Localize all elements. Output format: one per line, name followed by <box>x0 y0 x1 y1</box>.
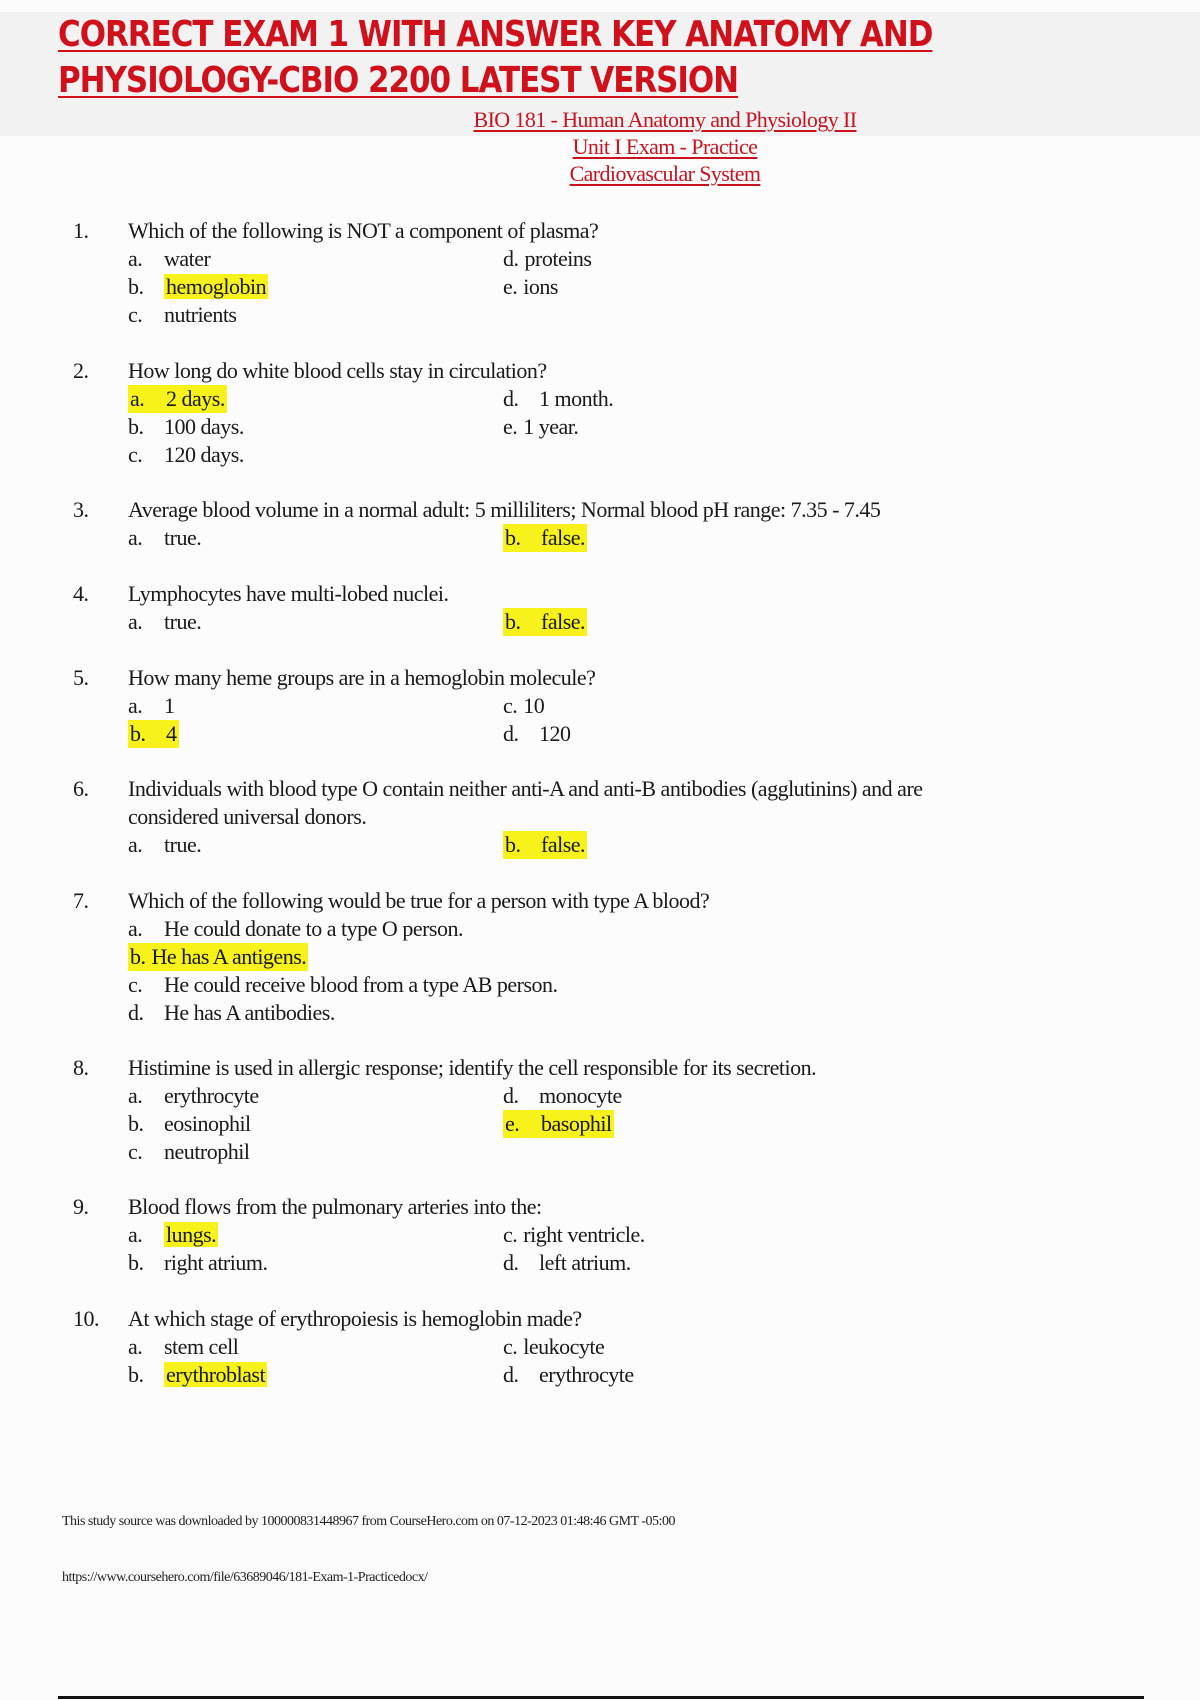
answer-highlight: hemoglobin <box>166 274 267 299</box>
question-10 <box>73 1305 1123 1389</box>
option-d: d. 120 <box>503 721 571 746</box>
option-b-correct: b. erythroblast <box>128 1362 266 1387</box>
question-text: Lymphocytes have multi-lobed nuclei. <box>128 581 449 606</box>
question-number: 8. <box>73 1055 89 1080</box>
question-number: 5. <box>73 665 89 690</box>
option-a: a. water <box>128 246 211 271</box>
question-text: Histimine is used in allergic response; identify the cell responsible for its secretion. <box>128 1055 817 1080</box>
question-number: 1. <box>73 218 89 243</box>
option-c: c. leukocyte <box>503 1334 605 1359</box>
answer-highlight: lungs. <box>166 1222 217 1247</box>
option-d: d. left atrium. <box>503 1250 631 1275</box>
question-number: 3. <box>73 497 89 522</box>
question-text: How many heme groups are in a hemoglobin molecule? <box>128 665 596 690</box>
option-d: d. proteins <box>503 246 592 271</box>
option-a: a. true. <box>128 525 202 550</box>
option-a: a. He could donate to a type O person. <box>128 916 463 941</box>
option-b-correct: b. hemoglobin <box>128 274 267 299</box>
option-c: c. neutrophil <box>128 1139 250 1164</box>
option-d: d. monocyte <box>503 1083 622 1108</box>
option-a: a. true. <box>128 609 202 634</box>
option-a: a. true. <box>128 832 202 857</box>
option-d: d. erythrocyte <box>503 1362 634 1387</box>
option-b-correct: b. He has A antigens. <box>130 944 307 969</box>
option-b-correct: b. false. <box>505 525 586 550</box>
option-b: b. right atrium. <box>128 1250 268 1275</box>
option-c: c. right ventricle. <box>503 1222 645 1247</box>
option-a-correct: a. 2 days. <box>130 386 225 411</box>
question-2 <box>73 357 1123 469</box>
question-number: 2. <box>73 358 89 383</box>
title-line-2: PHYSIOLOGY-CBIO 2200 LATEST VERSION <box>58 60 739 101</box>
option-a-correct: a. lungs. <box>128 1222 217 1247</box>
option-e: e. 1 year. <box>503 414 579 439</box>
question-5 <box>73 664 1123 748</box>
question-text-line-2: considered universal donors. <box>128 804 367 829</box>
question-text: Blood flows from the pulmonary arteries into the: <box>128 1194 542 1219</box>
question-text: At which stage of erythropoiesis is hemoglobin made? <box>128 1306 582 1331</box>
document-title <box>58 12 932 104</box>
question-number: 9. <box>73 1194 89 1219</box>
option-c: c. 10 <box>503 693 545 718</box>
question-number: 10. <box>73 1306 99 1331</box>
question-6 <box>73 775 1123 859</box>
question-text: Which of the following would be true for a person with type A blood? <box>128 888 710 913</box>
option-a: a. stem cell <box>128 1334 239 1359</box>
question-9 <box>73 1193 1123 1277</box>
topic-name: Cardiovascular System <box>569 161 761 186</box>
option-a: a. erythrocyte <box>128 1083 259 1108</box>
option-d: d. He has A antibodies. <box>128 1000 335 1025</box>
question-text: Which of the following is NOT a component of plasma? <box>128 218 599 243</box>
question-number: 6. <box>73 776 89 801</box>
unit-name: Unit I Exam - Practice <box>572 134 758 159</box>
source-url[interactable]: https://www.coursehero.com/file/63689046/181-Exam-1-Practicedocx/ <box>62 1570 428 1585</box>
option-d: d. 1 month. <box>503 386 614 411</box>
option-b: b. 100 days. <box>128 414 244 439</box>
option-e: e. ions <box>503 274 558 299</box>
title-line-1: CORRECT EXAM 1 WITH ANSWER KEY ANATOMY AND <box>58 14 933 55</box>
question-8 <box>73 1054 1123 1166</box>
option-e-correct: e. basophil <box>505 1111 612 1136</box>
course-name: BIO 181 - Human Anatomy and Physiology II <box>473 107 857 132</box>
answer-highlight: erythroblast <box>166 1362 266 1387</box>
question-1 <box>73 217 1123 329</box>
question-text: How long do white blood cells stay in circulation? <box>128 358 547 383</box>
option-b-correct: b. false. <box>505 832 586 857</box>
option-b-correct: b. 4 <box>130 721 177 746</box>
question-7 <box>73 887 1123 1027</box>
option-a: a. 1 <box>128 693 175 718</box>
option-c: c. nutrients <box>128 302 237 327</box>
question-3 <box>73 496 1123 552</box>
exam-subtitles <box>0 106 1200 187</box>
question-number: 7. <box>73 888 89 913</box>
question-number: 4. <box>73 581 89 606</box>
question-text-line-1: Individuals with blood type O contain neither anti-A and anti-B antibodies (agglutinins) and are <box>128 776 923 801</box>
download-notice: This study source was downloaded by 100000831448967 from CourseHero.com on 07-12-2023 01:48:46 GMT -05:00 <box>62 1514 675 1529</box>
option-b-correct: b. false. <box>505 609 586 634</box>
question-text: Average blood volume in a normal adult: 5 milliliters; Normal blood pH range: 7.35 - 7.45 <box>128 497 881 522</box>
question-4 <box>73 580 1123 636</box>
option-b: b. eosinophil <box>128 1111 251 1136</box>
option-c: c. 120 days. <box>128 442 244 467</box>
option-c: c. He could receive blood from a type AB person. <box>128 972 558 997</box>
page-bottom-rule <box>58 1696 1144 1699</box>
